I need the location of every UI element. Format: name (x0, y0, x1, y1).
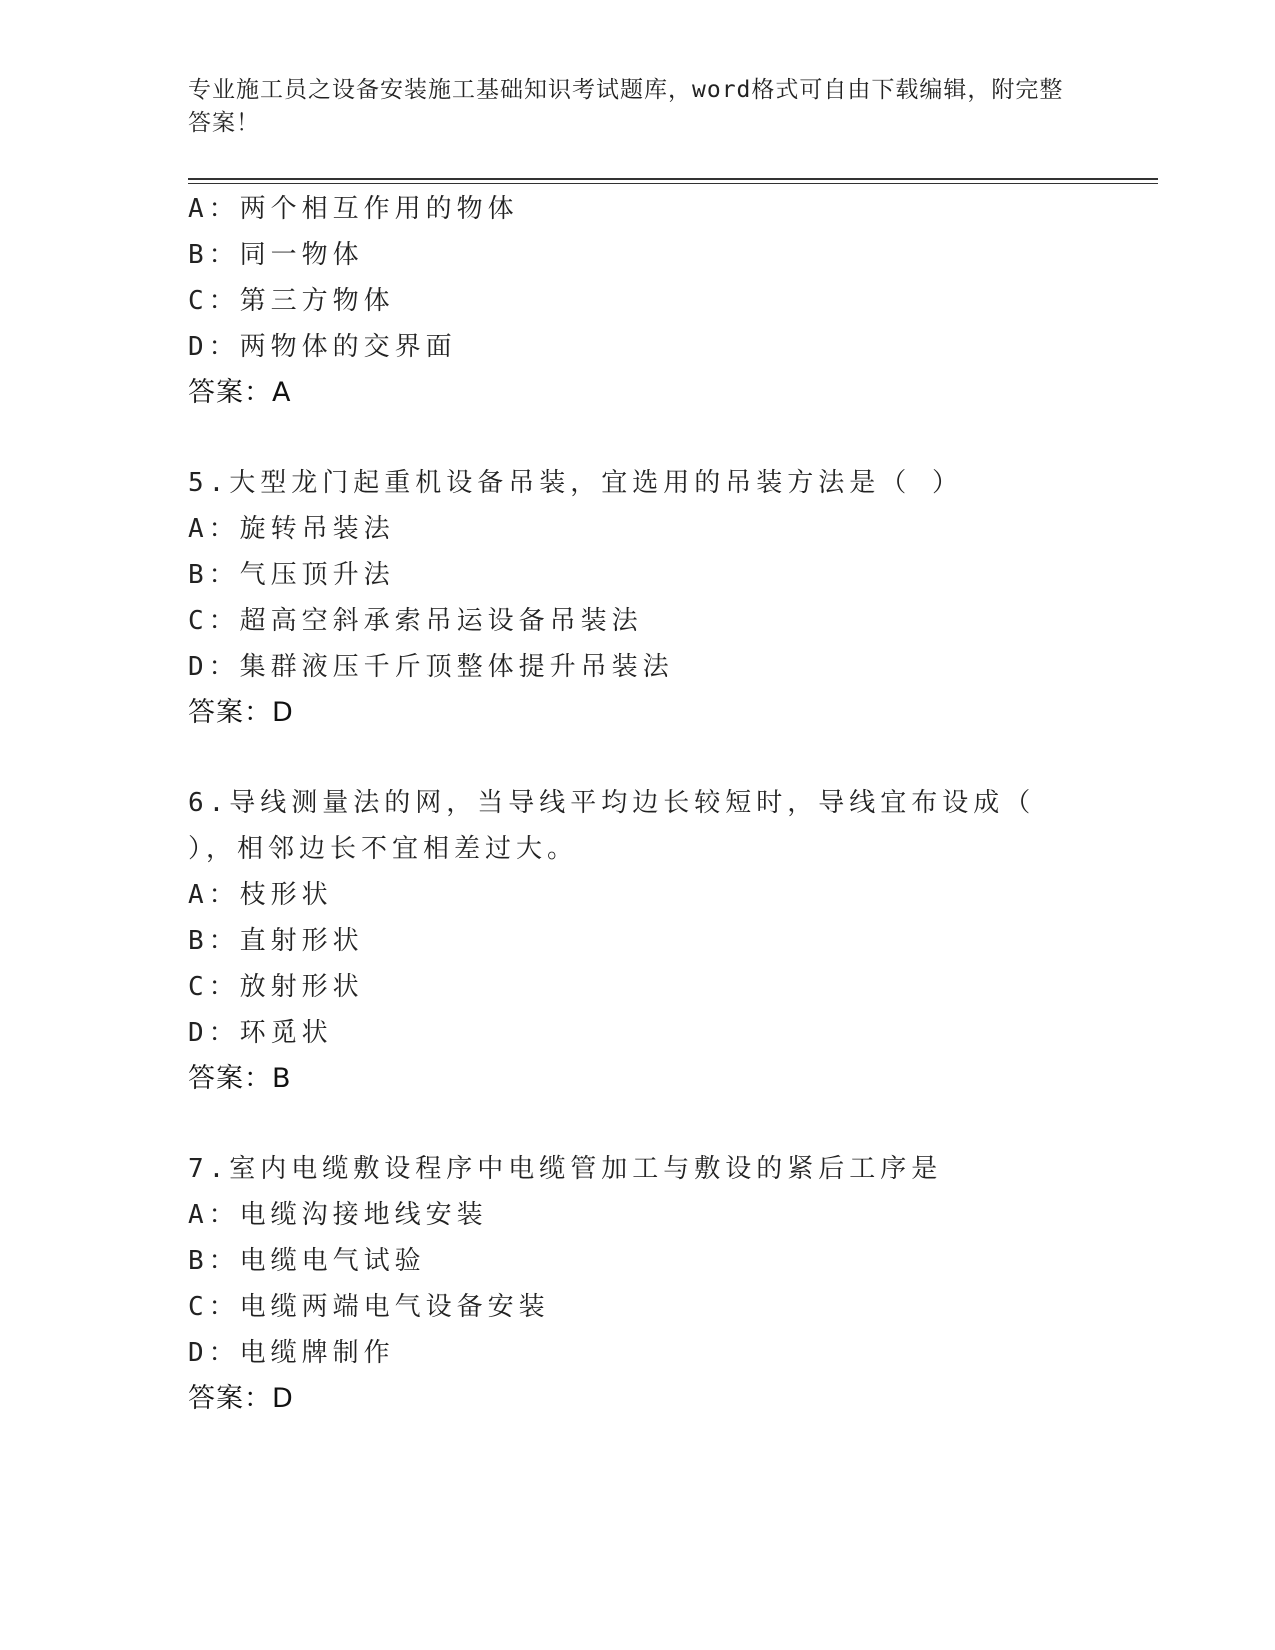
option-a: A：旋转吊装法 (188, 514, 395, 544)
option-c: C：放射形状 (188, 972, 364, 1002)
question-list (188, 186, 1088, 1422)
option-d: D：环觅状 (188, 1018, 333, 1048)
answer-line: 答案：D (188, 697, 294, 728)
question-7 (188, 1146, 1088, 1422)
option-c: C：电缆两端电气设备安装 (188, 1292, 550, 1322)
header-divider-thick (188, 178, 1158, 180)
question-6 (188, 780, 1088, 1102)
option-c: C：超高空斜承索吊运设备吊装法 (188, 606, 643, 636)
option-b: B：同一物体 (188, 240, 364, 270)
option-c: C：第三方物体 (188, 286, 395, 316)
option-d: D：两物体的交界面 (188, 332, 457, 362)
question-stem: 5.大型龙门起重机设备吊装，宜选用的吊装方法是（ ） (188, 468, 963, 498)
option-b: B：直射形状 (188, 926, 364, 956)
question-stem: 6.导线测量法的网，当导线平均边长较短时，导线宜布设成（ ），相邻边长不宜相差过大。 (188, 788, 1036, 864)
question-4 (188, 186, 1088, 416)
option-b: B：气压顶升法 (188, 560, 395, 590)
answer-line: 答案：A (188, 377, 292, 408)
document-header: 专业施工员之设备安装施工基础知识考试题库，word格式可自由下载编辑，附完整答案！ (188, 77, 1064, 136)
option-d: D：集群液压千斤顶整体提升吊装法 (188, 652, 674, 682)
option-d: D：电缆牌制作 (188, 1338, 395, 1368)
option-a: A：枝形状 (188, 880, 333, 910)
question-stem: 7.室内电缆敷设程序中电缆管加工与敷设的紧后工序是 (188, 1154, 943, 1184)
option-a: A：电缆沟接地线安装 (188, 1200, 488, 1230)
header-divider-thin (188, 183, 1158, 184)
option-b: B：电缆电气试验 (188, 1246, 426, 1276)
answer-line: 答案：D (188, 1383, 294, 1414)
answer-line: 答案：B (188, 1063, 292, 1094)
question-5 (188, 460, 1088, 736)
option-a: A：两个相互作用的物体 (188, 194, 519, 224)
